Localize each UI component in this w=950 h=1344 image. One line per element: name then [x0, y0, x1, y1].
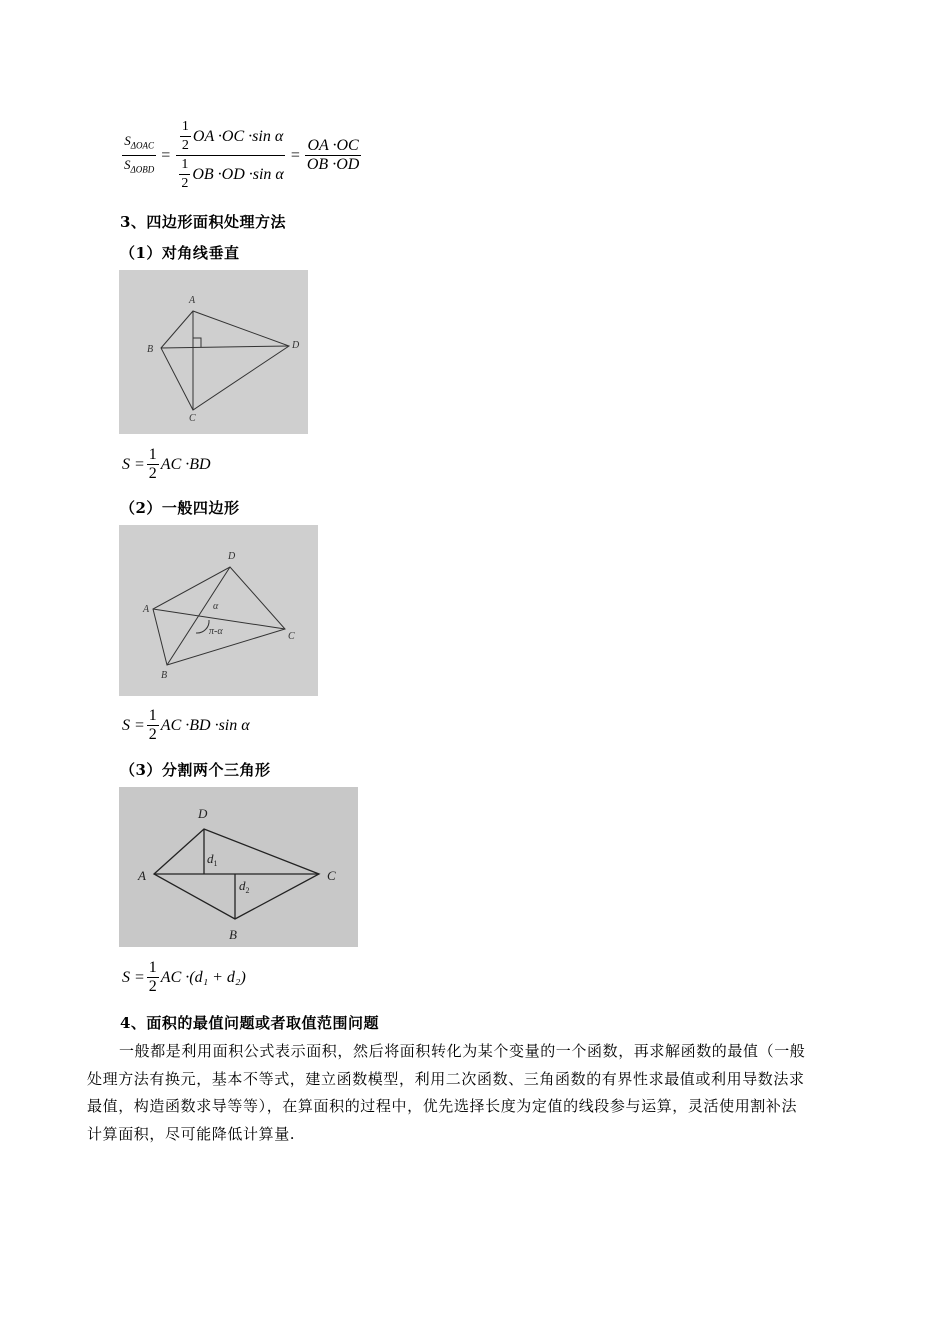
label-d1-sub: 1 — [213, 859, 218, 868]
mid-bot-expr: OB ·OD ·sin α — [192, 165, 284, 183]
section4-paragraph — [87, 1038, 867, 1148]
sub2-formula-lhs: S = — [122, 716, 145, 734]
label-d2-sub: 2 — [245, 886, 250, 895]
sub1-formula-num: 1 — [148, 446, 157, 463]
lhs-num-sub: ΔOAC — [130, 141, 155, 151]
sub1-heading: （1）对角线垂直 — [120, 244, 240, 262]
sub1-formula-den: 2 — [148, 465, 157, 482]
label-a: A — [138, 868, 146, 883]
right-angle-mark — [193, 338, 201, 347]
label-d1-letter: d — [207, 851, 214, 866]
label-c: C — [189, 413, 196, 424]
sub2-formula-rhs: AC ·BD ·sin α — [160, 716, 250, 734]
sub1-formula — [122, 446, 211, 483]
label-b: B — [161, 670, 168, 681]
sub2-formula-den: 2 — [148, 726, 157, 743]
figure-perpendicular-diagonals — [119, 270, 308, 434]
rhs-num: OA ·OC — [307, 137, 359, 154]
paragraph-line: 一般都是利用面积公式表示面积，然后将面积转化为某个变量的一个函数，再求解函数的最值（一般 — [119, 1042, 806, 1060]
label-d: D — [198, 806, 208, 821]
sub3-formula-num: 1 — [148, 959, 157, 976]
general-quad-svg — [119, 525, 318, 696]
sub3-heading: （3）分割两个三角形 — [120, 761, 271, 779]
label-a: A — [189, 295, 196, 306]
label-d1 — [207, 851, 218, 868]
kite-svg — [119, 270, 308, 434]
label-d2 — [239, 878, 250, 895]
sub3-formula-lhs: S = — [122, 968, 145, 986]
split-triangles-svg — [119, 787, 358, 947]
label-b: B — [147, 344, 154, 355]
sub2-formula-num: 1 — [148, 707, 157, 724]
label-b: B — [229, 927, 237, 942]
paragraph-line: 计算面积，尽可能降低计算量. — [87, 1124, 296, 1143]
quad-outline — [153, 567, 285, 665]
label-pi-minus-alpha: π-α — [209, 626, 223, 637]
lhs-den: S — [124, 157, 131, 172]
label-d: D — [292, 340, 300, 351]
paragraph-line: 处理方法有换元，基本不等式，建立函数模型，利用二次函数、三角函数的有界性求最值或利用导数法求 — [87, 1069, 805, 1088]
mid-bot-half-num: 1 — [179, 156, 190, 175]
section3-heading: 3、四边形面积处理方法 — [120, 213, 286, 231]
label-alpha: α — [213, 601, 219, 612]
paragraph-line: 最值，构造函数求导等等），在算面积的过程中，优先选择长度为定值的线段参与运算，灵活使用割补法 — [87, 1097, 798, 1115]
sub3-formula — [122, 959, 246, 996]
mid-top-expr: OA ·OC ·sin α — [192, 127, 284, 145]
sub2-heading: （2）一般四边形 — [120, 499, 240, 517]
label-a: A — [143, 604, 150, 615]
figure-general-quadrilateral — [119, 525, 318, 696]
diagonal-bd — [161, 346, 289, 348]
section4-heading: 4、面积的最值问题或者取值范围问题 — [120, 1014, 379, 1032]
label-c: C — [288, 631, 295, 642]
lhs-den-sub: ΔOBD — [130, 164, 155, 175]
middle-fraction — [175, 118, 286, 193]
rhs-den: OB ·OD — [306, 156, 360, 173]
mid-bot-half-den: 2 — [181, 176, 189, 191]
lhs-fraction — [122, 132, 156, 178]
label-d: D — [228, 551, 236, 562]
lhs-num: S — [124, 133, 131, 149]
sub3-formula-den: 2 — [148, 978, 157, 995]
diagonal-bd — [167, 567, 230, 665]
area-ratio-formula: $\frac{S_{\Delta OAC}}{S_{\Delta OBD}}$ = $\frac{1}{2}$ OA ·OC ·sin α $\frac{1}{2}$ OB ·OD ·sin α = $\frac{OA \cdot OC}{OB \cdot OD}$ — [124, 119, 360, 191]
sub2-formula — [122, 707, 250, 744]
figure-split-triangles — [119, 787, 358, 947]
sub1-formula-lhs: S = — [122, 455, 145, 473]
mid-top-half-den: 2 — [181, 138, 189, 153]
label-c: C — [327, 868, 336, 883]
sub3-formula-rhs: AC ·(d₁ + d₂) — [160, 968, 246, 986]
mid-top-half-num: 1 — [180, 118, 191, 137]
quad-outline — [161, 311, 289, 410]
angle-arc — [196, 620, 209, 633]
sub1-formula-rhs: AC ·BD — [160, 455, 211, 473]
label-d2-letter: d — [239, 878, 246, 893]
rhs-fraction — [305, 137, 361, 174]
